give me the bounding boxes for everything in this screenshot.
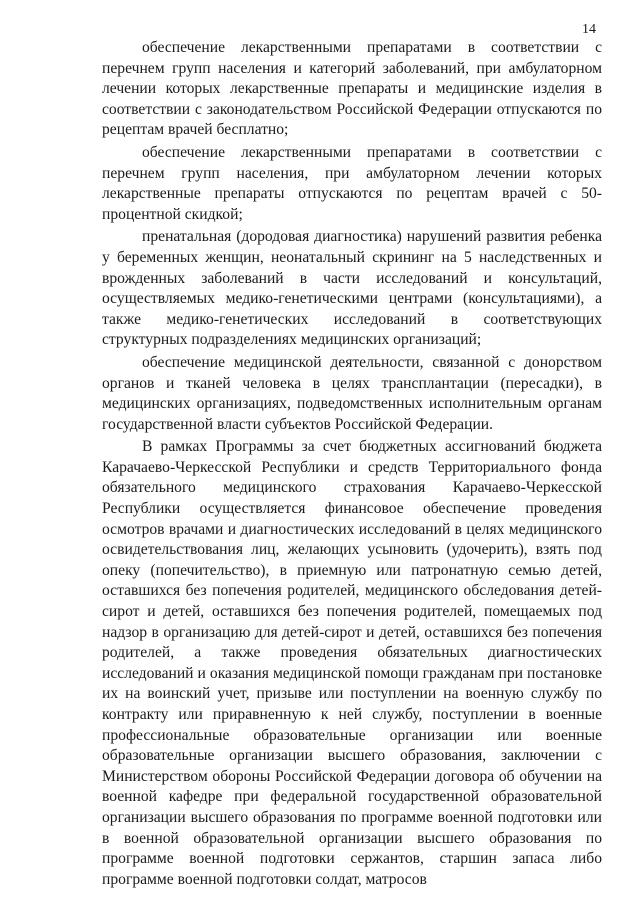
paragraph-program-financing: В рамках Программы за счет бюджетных ассигнований бюджета Карачаево-Черкесской Республики и средств Территориального фонда обязательного медицинского страхования Карачаево-Черкесской Республики осуществляется финансовое обеспечение проведения осмотров врачами и диагностических исследований в целях медицинского освидетельствования лиц, желающих усыновить (удочерить), взять под опеку (попечительство), в приемную или патронатную семью детей, оставшихся без попечения родителей, медицинского обследования детей-сирот и детей, оставшихся без попечения родителей, помещаемых под надзор в организацию для детей-сирот и детей, оставшихся без попечения родителей, а также проведения обязательных диагностических исследований и оказания медицинской помощи гражданам при постановке их на воинский учет, призыве или поступлении на военную службу по контракту или приравненную к ней службу, поступлении в военные профессиональные образовательные организации или военные образовательные организации высшего образования, заключении с Министерством обороны Российской Федерации договора об обучении на военной кафедре при федеральной государственной образовательной организации высшего образования по программе военной подготовки или в военной образовательной организации высшего образования по программе военной подготовки сержантов, старшин запаса либо программе военной подготовки солдат, матросов	[102, 438, 602, 888]
paragraph-prescription-discount: обеспечение лекарственными препаратами в соответствии с перечнем групп населения, при амбулаторном лечении которых лекарственные препараты отпускаются по рецептам врачей с 50-процентной скидкой;	[102, 143, 602, 223]
paragraph-prescription-free: обеспечение лекарственными препаратами в соответствии с перечнем групп населения и категорий заболеваний, при амбулаторном лечении которых лекарственные препараты и медицинские изделия в соответствии с законодательством Российской Федерации отпускаются по рецептам врачей бесплатно;	[102, 39, 602, 139]
page-number: 14	[582, 22, 596, 37]
paragraph-organ-donation: обеспечение медицинской деятельности, связанной с донорством органов и тканей человека в целях трансплантации (пересадки), в медицинских организациях, подведомственных исполнительным органам государственной власти субъектов Российской Федерации.	[102, 353, 602, 433]
document-body	[102, 38, 602, 890]
paragraph-prenatal-diagnostics: пренатальная (дородовая диагностика) нарушений развития ребенка у беременных женщин, неонатальный скрининг на 5 наследственных и врожденных заболеваний в части исследований и консультаций, осуществляемых медико-генетическими центрами (консультациями), а также медико-генетических исследований в соответствующих структурных подразделениях медицинских организаций;	[102, 228, 602, 349]
